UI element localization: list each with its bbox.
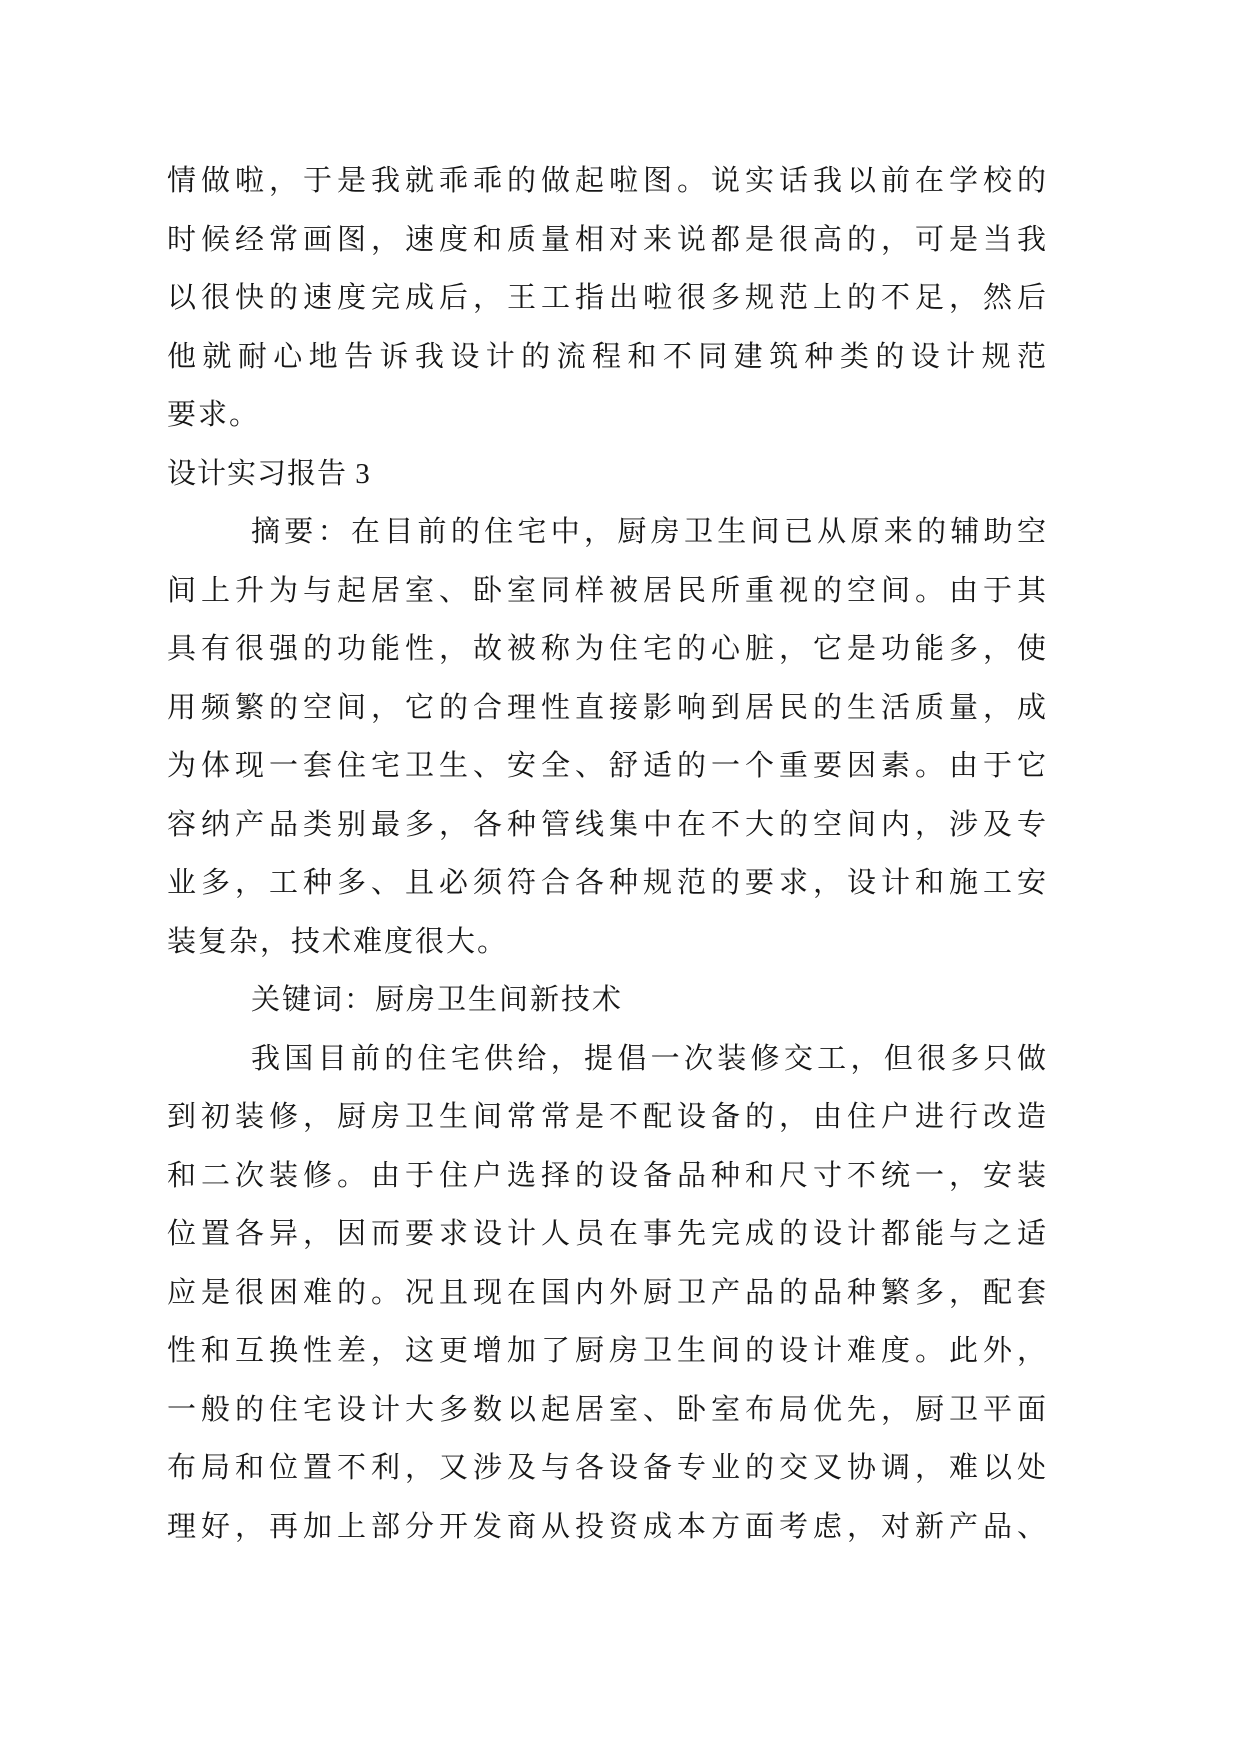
text-line: 用频繁的空间，它的合理性直接影响到居民的生活质量，成	[167, 691, 1048, 724]
text-line: 应是很困难的。况且现在国内外厨卫产品的品种繁多，配套	[167, 1276, 1048, 1309]
body-paragraph	[167, 1030, 1048, 1557]
text-line: 时候经常画图，速度和质量相对来说都是很高的，可是当我	[167, 223, 1048, 256]
text-line: 我国目前的住宅供给，提倡一次装修交工，但很多只做	[251, 1042, 1048, 1075]
text-line: 要求。	[167, 399, 261, 431]
paragraph-continuation	[167, 152, 1048, 445]
text-line: 摘要：在目前的住宅中，厨房卫生间已从原来的辅助空	[251, 516, 1048, 548]
document-text	[167, 152, 1048, 1556]
text-line: 以很快的速度完成后，王工指出啦很多规范上的不足，然后	[167, 282, 1048, 314]
keywords-line: 关键词：厨房卫生间新技术	[251, 984, 624, 1016]
text-line: 位置各异，因而要求设计人员在事先完成的设计都能与之适	[167, 1218, 1048, 1250]
text-line: 理好，再加上部分开发商从投资成本方面考虑，对新产品、	[167, 1510, 1048, 1543]
text-line: 业多，工种多、且必须符合各种规范的要求，设计和施工安	[167, 867, 1048, 899]
text-line: 容纳产品类别最多，各种管线集中在不大的空间内，涉及专	[167, 808, 1048, 841]
text-line: 布局和位置不利，又涉及与各设备专业的交叉协调，难以处	[167, 1452, 1048, 1484]
text-line: 一般的住宅设计大多数以起居室、卧室布局优先，厨卫平面	[167, 1393, 1048, 1426]
text-line: 到初装修，厨房卫生间常常是不配设备的，由住户进行改造	[167, 1101, 1048, 1133]
abstract-paragraph	[167, 503, 1048, 971]
text-line: 为体现一套住宅卫生、安全、舒适的一个重要因素。由于它	[167, 750, 1048, 782]
text-line: 间上升为与起居室、卧室同样被居民所重视的空间。由于其	[167, 574, 1048, 607]
text-line: 他就耐心地告诉我设计的流程和不同建筑种类的设计规范	[167, 340, 1048, 373]
text-line: 装复杂，技术难度很大。	[167, 925, 509, 958]
text-line: 性和互换性差，这更增加了厨房卫生间的设计难度。此外，	[167, 1335, 1048, 1367]
text-line: 和二次装修。由于住户选择的设备品种和尺寸不统一，安装	[167, 1159, 1048, 1192]
text-line: 情做啦，于是我就乖乖的做起啦图。说实话我以前在学校的	[167, 165, 1048, 197]
section-heading: 设计实习报告 3	[167, 457, 371, 490]
text-line: 具有很强的功能性，故被称为住宅的心脏，它是功能多，使	[167, 633, 1048, 665]
